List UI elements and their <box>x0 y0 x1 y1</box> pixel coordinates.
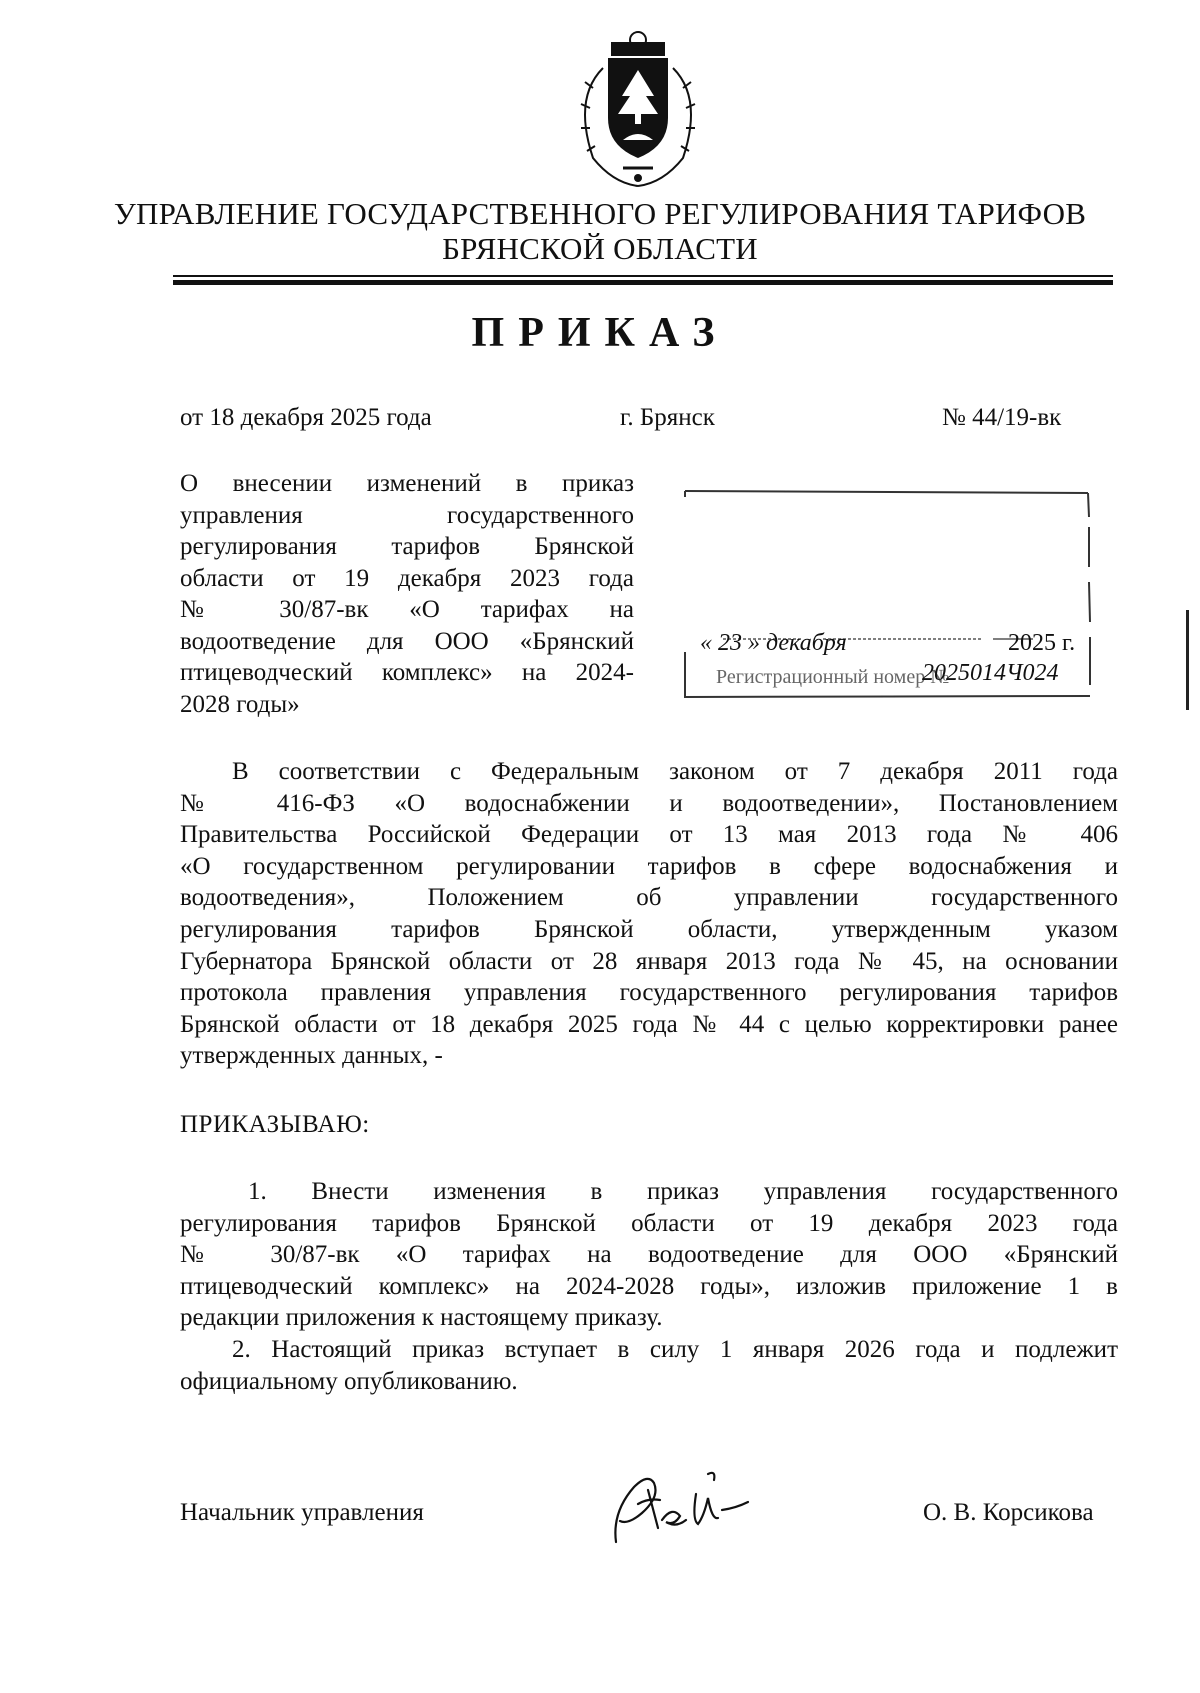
preamble-paragraph <box>180 756 1118 1072</box>
document-title: ПРИКАЗ <box>471 310 729 356</box>
subject-line: регулирования тарифов Брянской <box>180 533 634 560</box>
organization-name-line2: БРЯНСКОЙ ОБЛАСТИ <box>442 231 758 266</box>
stamp-registration-date: « 23 » декабря <box>700 630 847 656</box>
preamble-line: № 416-ФЗ «О водоснабжении и водоотведении», Постановлением <box>180 789 1118 817</box>
coat-of-arms-emblem <box>563 28 713 188</box>
order-item-line: 2. Настоящий приказ вступает в силу 1 января 2026 года и подлежит <box>232 1335 1118 1363</box>
header-divider-thin <box>173 275 1113 277</box>
header-divider-thick <box>173 280 1113 285</box>
order-item-line: № 30/87-вк «О тарифах на водоотведение для ООО «Брянский <box>180 1241 1118 1269</box>
stamp-registration-year: 2025 г. <box>1008 630 1076 656</box>
stamp-registration-number: 2025014Ч024 <box>922 660 1059 686</box>
subject-line: области от 19 декабря 2023 года <box>180 564 634 592</box>
preamble-line: утвержденных данных, - <box>180 1042 443 1070</box>
subject-line: 2028 годы» <box>180 690 300 718</box>
signatory-name: О. В. Корсикова <box>923 1499 1094 1526</box>
preamble-line: Правительства Российской Федерации от 13 мая 2013 года № 406 <box>180 821 1118 849</box>
preamble-line: протокола правления управления государственного регулирования тарифов <box>180 979 1118 1007</box>
order-item-line: редакции приложения к настоящему приказу. <box>180 1304 663 1332</box>
subject-line: управления государственного <box>180 501 634 529</box>
subject-line: водоотведение для ООО «Брянский <box>180 627 634 655</box>
preamble-line: В соответствии с Федеральным законом от 7 декабря 2011 года <box>232 758 1118 785</box>
preamble-line: водоотведения», Положением об управлении государственного <box>180 884 1118 912</box>
order-items <box>180 1176 1118 1397</box>
document-number: № 44/19-вк <box>942 404 1062 431</box>
preamble-line: регулирования тарифов Брянской области, утвержденным указом <box>180 915 1118 943</box>
order-directive-heading: ПРИКАЗЫВАЮ: <box>180 1111 370 1138</box>
scan-edge-mark <box>1186 610 1189 710</box>
subject-line: № 30/87-вк «О тарифах на <box>180 596 634 623</box>
order-item-line: регулирования тарифов Брянской области от 19 декабря 2023 года <box>180 1209 1118 1237</box>
preamble-line: «О государственном регулировании тарифов в сфере водоснабжения и <box>180 852 1118 880</box>
order-item-line: 1. Внести изменения в приказ управления государственного <box>248 1178 1118 1205</box>
subject-line: птицеводческий комплекс» на 2024- <box>180 659 634 686</box>
document-city: г. Брянск <box>620 404 715 431</box>
order-item-line: официальному опубликованию. <box>180 1367 518 1395</box>
document-subject <box>180 468 634 720</box>
handwritten-signature <box>604 1464 764 1554</box>
organization-name-line1: УПРАВЛЕНИЕ ГОСУДАРСТВЕННОГО РЕГУЛИРОВАНИЯ ТАРИФОВ <box>113 196 1087 231</box>
stamp-registration-label: Регистрационный номер № <box>716 666 950 688</box>
document-date: от 18 декабря 2025 года <box>180 404 432 431</box>
preamble-line: Брянской области от 18 декабря 2025 года № 44 с целью корректировки ранее <box>180 1010 1118 1038</box>
preamble-line: Губернатора Брянской области от 28 января 2013 года № 45, на основании <box>180 947 1118 975</box>
order-item-line: птицеводческий комплекс» на 2024-2028 годы», изложив приложение 1 в <box>180 1272 1118 1300</box>
subject-line: О внесении изменений в приказ <box>180 470 634 497</box>
signatory-position: Начальник управления <box>180 1499 424 1526</box>
